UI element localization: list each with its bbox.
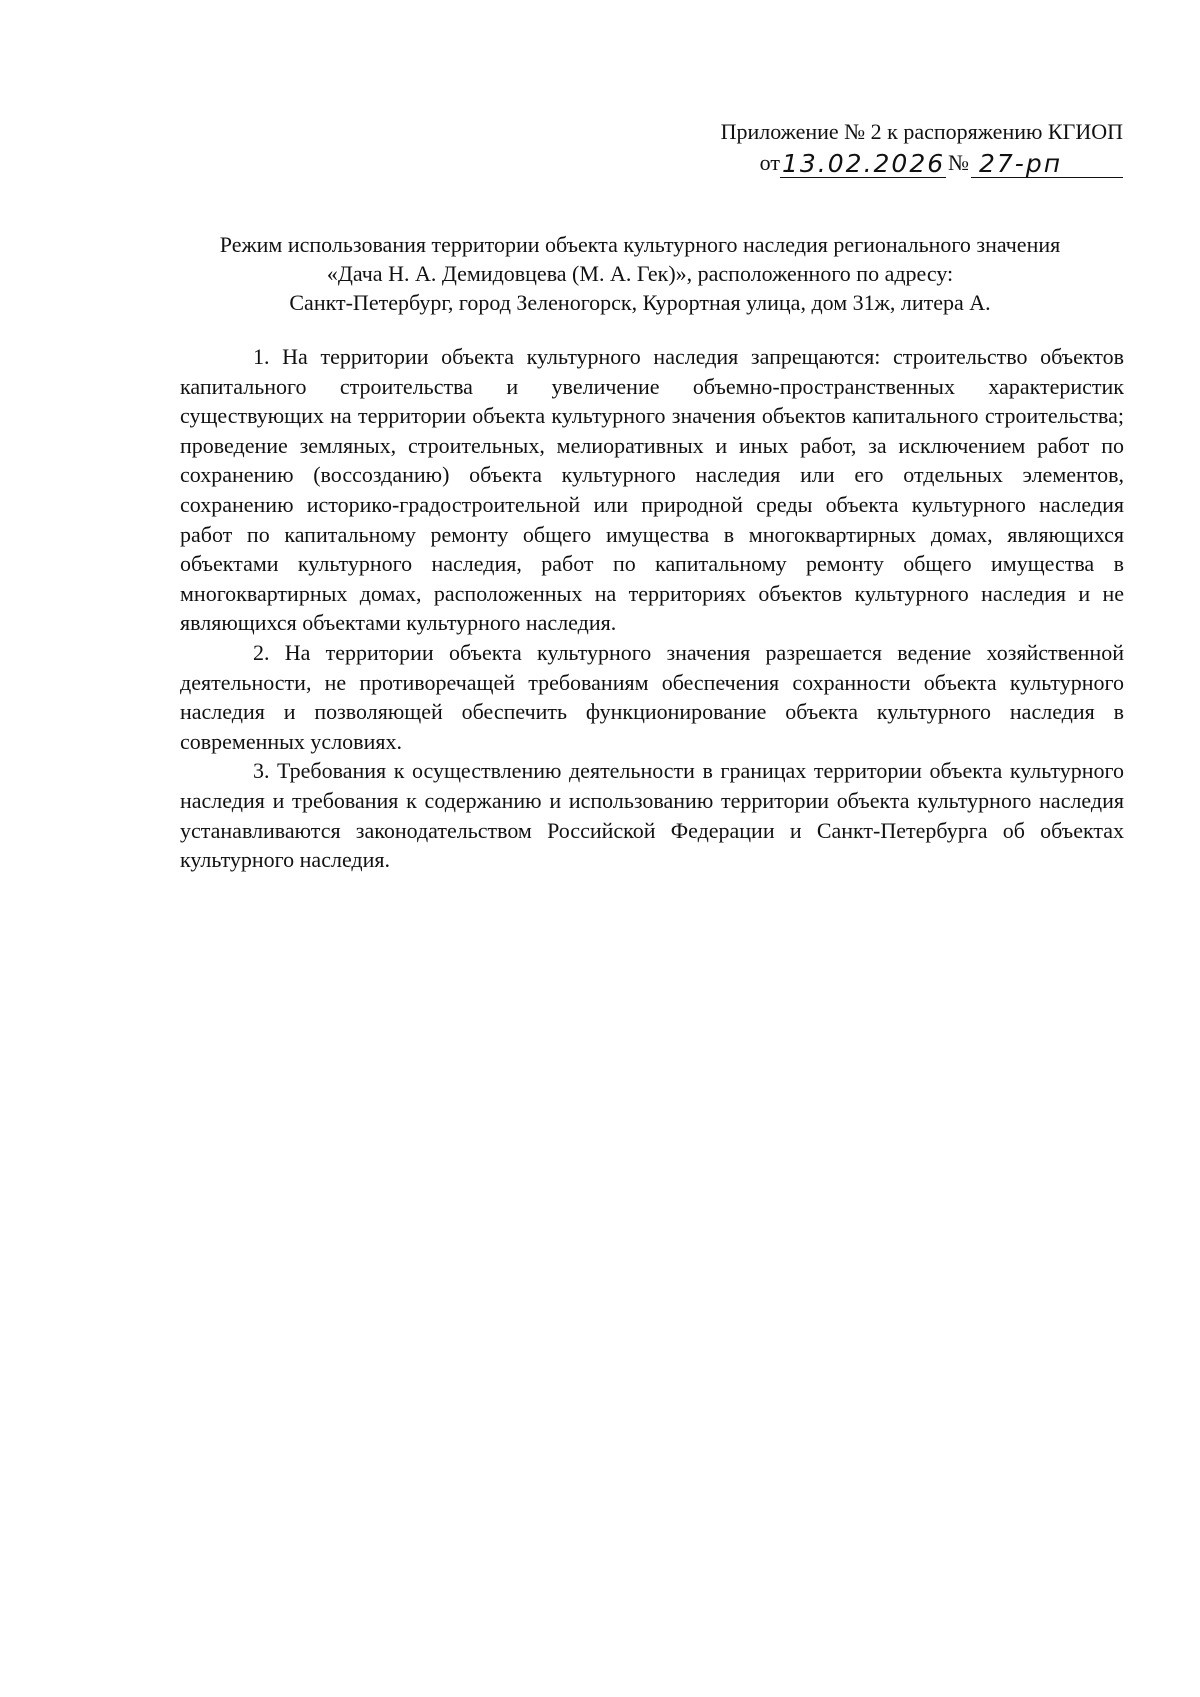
paragraph-3: 3. Требования к осуществлению деятельности в границах территории объекта культурного наследия и требования к содержанию и использованию территории объекта культурного наследия устанавливаются законодательством Российской Федерации и Санкт-Петербурга об объектах культурного наследия. [180,758,1124,873]
order-number-sign: № [948,150,969,175]
document-body [180,342,1124,875]
order-date-prefix: от [759,150,780,175]
document-title [160,230,1120,317]
appendix-title: Приложение № 2 к распоряжению КГИОП [720,119,1123,144]
title-line-3: Санкт-Петербург, город Зеленогорск, Курортная улица, дом 31ж, литера А. [289,290,991,315]
order-date-handwritten: 13.02.2026 [782,149,946,178]
order-number-handwritten: 27-рп [971,151,1123,178]
title-line-2: «Дача Н. А. Демидовцева (М. А. Гек)», расположенного по адресу: [326,261,954,286]
paragraph-2: 2. На территории объекта культурного значения разрешается ведение хозяйственной деятельности, не противоречащей требованиям обеспечения сохранности объекта культурного наследия и позволяющей обеспечить функционирование объекта культурного наследия в современных условиях. [180,639,1124,754]
appendix-header [653,118,1123,178]
order-reference [653,148,1123,178]
title-line-1: Режим использования территории объекта культурного наследия регионального значения [219,232,1061,257]
paragraph-1: 1. На территории объекта культурного наследия запрещаются: строительство объектов капитального строительства и увеличение объемно-пространственных характеристик существующих на территории объекта культурного значения объектов капитального строительства; проведение земляных, строительных, мелиоративных и иных работ, за исключением работ по сохранению (воссозданию) объекта культурного наследия или его отдельных элементов, сохранению историко-градостроительной или природной среды объекта культурного наследия работ по капитальному ремонту общего имущества в многоквартирных домах, являющихся объектами культурного наследия, работ по капитальному ремонту общего имущества в многоквартирных домах, расположенных на территориях объектов культурного наследия и не являющихся объектами культурного наследия. [180,344,1124,636]
